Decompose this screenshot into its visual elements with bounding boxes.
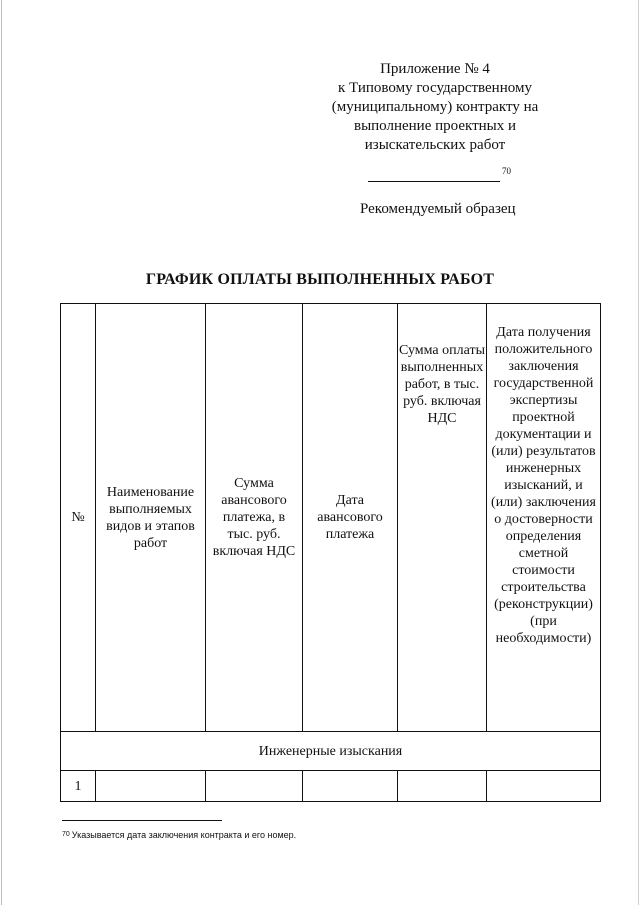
column-header-number <box>61 304 95 731</box>
column-header-label: Сумма оплаты выполненных работ, в тыс. руб. включая НДС <box>399 343 485 426</box>
table-border-right <box>600 303 601 802</box>
footnote <box>62 829 296 841</box>
page-edge <box>638 0 639 905</box>
appendix-line: изыскательских работ <box>364 137 506 153</box>
column-header-advance-sum <box>206 304 302 731</box>
appendix-line: к Типовому государственному <box>338 80 532 96</box>
column-header-label: № <box>71 510 85 525</box>
footnote-divider <box>62 820 222 821</box>
column-header-label: Дата получения положительного заключения государственной экспертизы проектной документации и (или) результатов инженерных изысканий, и (или) заключения о достоверности определения сметной стоимости строительства (реконструкции) (при необходимости) <box>491 325 596 646</box>
contract-number-line <box>368 181 500 182</box>
row-number: 1 <box>74 778 82 794</box>
document-title: ГРАФИК ОПЛАТЫ ВЫПОЛНЕННЫХ РАБОТ <box>145 271 495 288</box>
appendix-line: выполнение проектных и <box>353 118 517 134</box>
column-header-payment-sum <box>398 304 486 731</box>
appendix-line: (муниципальному) контракту на <box>331 99 539 115</box>
table-border-bottom <box>60 801 601 802</box>
column-header-expertise-date <box>487 304 600 731</box>
footnote-text: Указывается дата заключения контракта и его номер. <box>71 830 297 840</box>
column-header-label: Наименование выполняемых видов и этапов работ <box>106 484 195 551</box>
section-title-row <box>61 732 600 770</box>
table-cell-empty[interactable] <box>303 771 397 801</box>
section-title: Инженерные изыскания <box>258 743 403 759</box>
sample-label: Рекомендуемый образец <box>360 201 516 217</box>
table-cell-empty[interactable] <box>206 771 302 801</box>
table-cell-empty[interactable] <box>487 771 600 801</box>
column-header-work-name <box>96 304 205 731</box>
table-cell-empty[interactable] <box>96 771 205 801</box>
column-header-advance-date <box>303 304 397 731</box>
appendix-header <box>300 60 570 155</box>
appendix-line: Приложение № 4 <box>380 61 490 77</box>
footnote-reference: 70 <box>502 166 511 176</box>
page-edge <box>1 0 2 905</box>
column-header-label: Сумма авансового платежа, в тыс. руб. включая НДС <box>212 476 296 559</box>
table-row-number <box>61 771 95 801</box>
footnote-mark: 70 <box>62 831 70 838</box>
column-header-label: Дата авансового платежа <box>317 493 383 542</box>
table-cell-empty[interactable] <box>398 771 486 801</box>
